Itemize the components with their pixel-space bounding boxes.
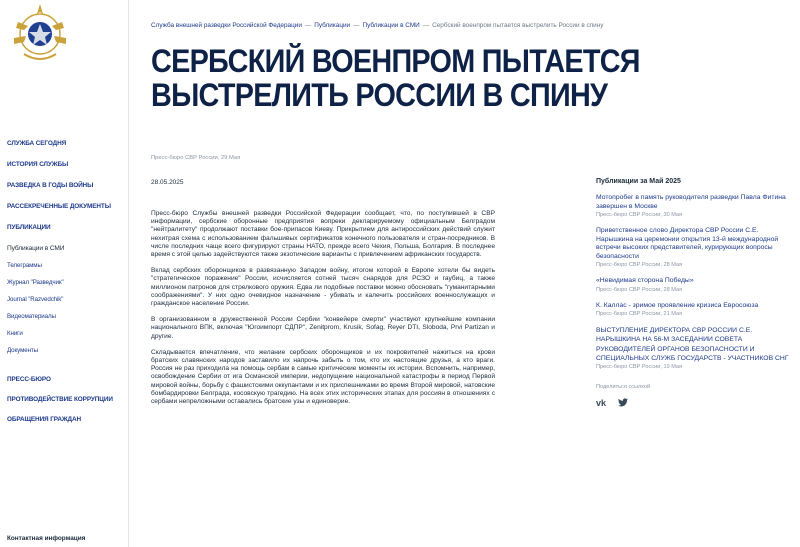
publication-link[interactable]: Мотопробег в память руководителя разведки Павла Фитина завершен в Москве bbox=[596, 194, 786, 210]
publication-item bbox=[596, 302, 796, 318]
publication-item bbox=[596, 277, 796, 293]
sidebar bbox=[0, 0, 129, 547]
page-title: СЕРБСКИЙ ВОЕНПРОМ ПЫТАЕТСЯ ВЫСТРЕЛИТЬ РОССИИ В СПИНУ bbox=[151, 43, 640, 113]
sidebar-item-telegrams[interactable]: Телеграммы bbox=[7, 262, 42, 269]
publication-link[interactable]: Приветственное слово Директора СВР России С.Е. Нарышкина на церемонии открытия 13-й международной встречи высоких представителей, курирующих вопросы безопасности bbox=[596, 227, 779, 260]
contact-info-link[interactable]: Контактная информация bbox=[7, 535, 86, 542]
article-byline: Пресс-бюро СВР России, 29 Мая bbox=[151, 155, 241, 161]
article-paragraph: Пресс-бюро Службы внешней разведки Российской Федерации сообщает, что, по поступившей в СВР информации, сербские оборонные предприятия вопреки декларируемому официальным Белградом "нейтралитету" продолжают поставки бое-припасов Киеву. Прикрытием для антироссийских действий служит нехитрая схема с использованием фальшивых сертификатов конечного пользователя и стран-посредников. В числе последних чаще всего фигурируют страны НАТО, прежде всего Чехия, Польша, Болгария. В последнее время с этой целью задействуются также экзотические варианты с привлечением африканских государств. bbox=[151, 210, 495, 259]
article-date: 28.05.2025 bbox=[151, 179, 184, 186]
publication-meta: Пресс-бюро СВР России, 28 Мая bbox=[596, 286, 683, 293]
breadcrumb-separator: — bbox=[422, 22, 430, 29]
sidebar-item-journal-ru[interactable]: Журнал "Разведчик" bbox=[7, 279, 64, 286]
sidebar-item-anticorruption[interactable]: ПРОТИВОДЕЙСТВИЕ КОРРУПЦИИ bbox=[7, 396, 113, 403]
sidebar-item-citizen-appeals[interactable]: ОБРАЩЕНИЯ ГРАЖДАН bbox=[7, 416, 82, 423]
breadcrumb-separator: — bbox=[304, 22, 312, 29]
sidebar-item-journal-en[interactable]: Journal "Razvedchik" bbox=[7, 296, 64, 303]
related-publications-title: Публикации за Май 2025 bbox=[596, 178, 681, 185]
share-label: Поделиться ссылкой bbox=[596, 384, 651, 391]
article-paragraph: Вклад сербских оборонщиков в развязанную Западом войну, итогом которой в Европе хотели бы видеть "стратегическое поражение" России, исчисляется сотней тысяч снарядов для РСЗО и гаубиц, а также миллионом патронов для стрелкового оружия. Едва ли подобные поставки можно обосновать "гуманитарными соображениями". У них одно очевидное назначение - убивать и калечить российских военнослужащих и гражданское население России. bbox=[151, 267, 495, 308]
related-publications bbox=[596, 178, 796, 409]
sidebar-item-service-today[interactable]: СЛУЖБА СЕГОДНЯ bbox=[7, 140, 67, 147]
sidebar-item-war-intelligence[interactable]: РАЗВЕДКА В ГОДЫ ВОЙНЫ bbox=[7, 182, 94, 189]
breadcrumb-current: Сербский военпром пытается выстрелить России в спину bbox=[432, 22, 604, 29]
sidebar-item-documents[interactable]: Документы bbox=[7, 347, 38, 354]
sidebar-item-media-publications[interactable]: Публикации в СМИ bbox=[7, 245, 65, 252]
breadcrumb-item[interactable]: Публикации bbox=[314, 22, 351, 29]
article-body bbox=[151, 210, 495, 414]
sidebar-item-video[interactable]: Видеоматериалы bbox=[7, 313, 56, 320]
publication-link[interactable]: ВЫСТУПЛЕНИЕ ДИРЕКТОРА СВР РОССИИ С.Е. НАРЫШКИНА НА 56-М ЗАСЕДАНИИ СОВЕТА РУКОВОДИТЕЛЕЙ ОРГАНОВ БЕЗОПАСНОСТИ И СПЕЦИАЛЬНЫХ СЛУЖБ ГОСУДАРСТВ - УЧАСТНИКОВ СНГ bbox=[596, 327, 789, 362]
sidebar-nav bbox=[7, 140, 125, 424]
vk-icon[interactable]: vk bbox=[596, 398, 607, 409]
publication-item bbox=[596, 326, 796, 370]
breadcrumb bbox=[151, 22, 603, 29]
publication-meta: Пресс-бюро СВР России, 21 Мая bbox=[596, 311, 683, 317]
publication-item bbox=[596, 194, 796, 218]
publication-meta: Пресс-бюро СВР России, 30 Мая bbox=[596, 212, 683, 218]
article-paragraph: В организованном в дружественной России Сербии "конвейере смерти" участвуют крупнейшие компании национального ВПК, включая "Югоимпорт СДПР", Zenitprom, Krusik, Sofag, Reyer DTI, Sloboda, Prvi Partizan и другие. bbox=[151, 316, 495, 340]
breadcrumb-item[interactable]: Служба внешней разведки Российской Федерации bbox=[151, 22, 302, 29]
main-content bbox=[129, 0, 800, 547]
sidebar-item-press-bureau[interactable]: ПРЕСС-БЮРО bbox=[7, 376, 51, 383]
publication-item bbox=[596, 227, 796, 268]
publication-link[interactable]: К. Каллас - зримое проявление кризиса Евросоюза bbox=[596, 301, 759, 309]
publication-meta: Пресс-бюро СВР России, 19 Мая bbox=[596, 364, 683, 371]
breadcrumb-item[interactable]: Публикации в СМИ bbox=[362, 22, 420, 29]
sidebar-item-history[interactable]: ИСТОРИЯ СЛУЖБЫ bbox=[7, 161, 69, 168]
sidebar-item-books[interactable]: Книги bbox=[7, 330, 23, 337]
sidebar-item-declassified[interactable]: РАССЕКРЕЧЕННЫЕ ДОКУМЕНТЫ bbox=[7, 203, 111, 210]
sidebar-item-publications[interactable]: ПУБЛИКАЦИИ bbox=[7, 224, 51, 231]
publication-link[interactable]: «Невидимая сторона Победы» bbox=[596, 277, 694, 284]
twitter-icon[interactable] bbox=[618, 398, 628, 409]
article-paragraph: Складывается впечатление, что желание сербских оборонщиков и их покровителей нажиться на крови братских славянских народов заставило их напрочь забыть о том, кто их настоящие друзья, а кто враги. Россия не раз приходила на помощь сербам в самые критические моменты их истории. Вспомнить, например, освобождение Сербии от ига Османской империи, недопущение национальной катастрофы в период Первой мировой войны, борьбу с фашистскими оккупантами и их приспешниками во время Второй мировой, натовские бомбардировки Белграда, косовскую трагедию. На всех этих исторических этапах для россиян в отношениях с сербами непреложными оставались братские узы и единоверие. bbox=[151, 348, 495, 406]
share-icons bbox=[596, 398, 796, 409]
publication-meta: Пресс-бюро СВР России, 28 Мая bbox=[596, 262, 683, 268]
svr-emblem-logo[interactable] bbox=[10, 2, 70, 68]
breadcrumb-separator: — bbox=[353, 22, 360, 29]
